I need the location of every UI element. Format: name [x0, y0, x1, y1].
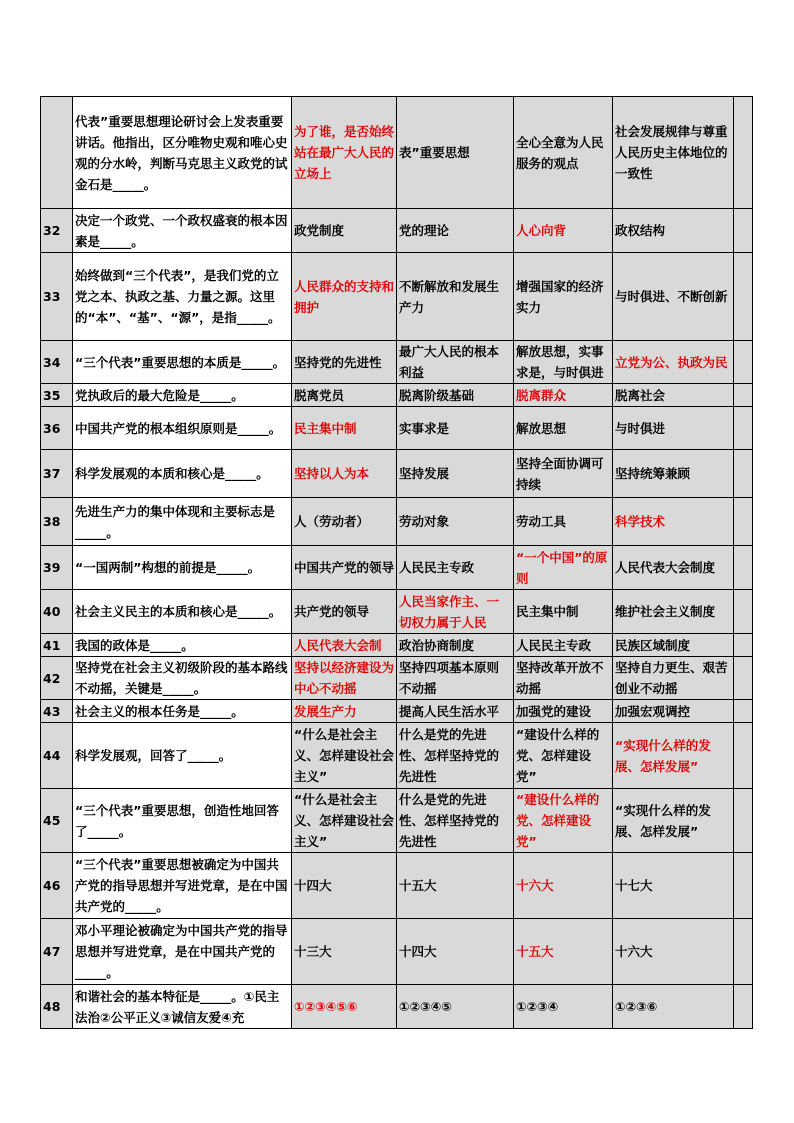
table-row: [41, 634, 753, 657]
question-number: 46: [41, 853, 73, 919]
option-c: 坚持全面协调可持续: [514, 450, 613, 498]
option-c: 解放思想，实事求是，与时俱进: [514, 341, 613, 384]
option-a: 发展生产力: [292, 700, 397, 723]
table-row: [41, 853, 753, 919]
question-text: 中国共产党的根本组织原则是_____。: [73, 407, 292, 450]
option-d: 民族区域制度: [613, 634, 734, 657]
table-row: [41, 498, 753, 546]
question-text: 坚持党在社会主义初级阶段的基本路线不动摇，关键是_____。: [73, 657, 292, 700]
question-text: 科学发展观的本质和核心是_____。: [73, 450, 292, 498]
question-text: “三个代表”重要思想被确定为中国共产党的指导思想并写进党章，是在中国共产党的_____。: [73, 853, 292, 919]
table-row: [41, 341, 753, 384]
table-row: [41, 253, 753, 341]
option-c: 增强国家的经济实力: [514, 253, 613, 341]
option-b: 表”重要思想: [397, 97, 514, 209]
table-row: [41, 657, 753, 700]
question-text: 党执政后的最大危险是_____。: [73, 384, 292, 407]
question-table: [40, 96, 753, 1029]
option-d: 立党为公、执政为民: [613, 341, 734, 384]
question-text: 邓小平理论被确定为中国共产党的指导思想并写进党章，是在中国共产党的_____。: [73, 919, 292, 985]
question-number: 34: [41, 341, 73, 384]
option-d: 维护社会主义制度: [613, 590, 734, 634]
option-c: 劳动工具: [514, 498, 613, 546]
option-c: 十六大: [514, 853, 613, 919]
option-c: ①②③④: [514, 985, 613, 1029]
option-b: 提高人民生活水平: [397, 700, 514, 723]
table-row: [41, 97, 753, 209]
option-d: “实现什么样的发展、怎样发展”: [613, 789, 734, 853]
option-d: 人民代表大会制度: [613, 546, 734, 590]
option-b: 脱离阶级基础: [397, 384, 514, 407]
question-number: 33: [41, 253, 73, 341]
option-a: 为了谁，是否始终站在最广大人民的立场上: [292, 97, 397, 209]
option-a: 共产党的领导: [292, 590, 397, 634]
option-a: 坚持以人为本: [292, 450, 397, 498]
question-number: 42: [41, 657, 73, 700]
spare-cell: [734, 919, 753, 985]
option-b: 党的理论: [397, 209, 514, 253]
question-text: “一国两制”构想的前提是_____。: [73, 546, 292, 590]
option-d: 政权结构: [613, 209, 734, 253]
question-text: 社会主义民主的本质和核心是_____。: [73, 590, 292, 634]
option-a: ①②③④⑤⑥: [292, 985, 397, 1029]
spare-cell: [734, 853, 753, 919]
option-a: 中国共产党的领导: [292, 546, 397, 590]
table-row: [41, 723, 753, 789]
spare-cell: [734, 590, 753, 634]
option-b: 劳动对象: [397, 498, 514, 546]
spare-cell: [734, 253, 753, 341]
option-d: 坚持统筹兼顾: [613, 450, 734, 498]
option-c: 人民民主专政: [514, 634, 613, 657]
question-text: 和谐社会的基本特征是_____。①民主法治②公平正义③诚信友爱④充: [73, 985, 292, 1029]
table-row: [41, 450, 753, 498]
option-a: 政党制度: [292, 209, 397, 253]
question-text: 决定一个政党、一个政权盛衰的根本因素是_____。: [73, 209, 292, 253]
option-b: 什么是党的先进性、怎样坚持党的先进性: [397, 789, 514, 853]
spare-cell: [734, 498, 753, 546]
option-a: 人（劳动者）: [292, 498, 397, 546]
question-number: 40: [41, 590, 73, 634]
option-a: 坚持党的先进性: [292, 341, 397, 384]
option-a: 人民群众的支持和拥护: [292, 253, 397, 341]
option-a: “什么是社会主义、怎样建设社会主义”: [292, 723, 397, 789]
option-d: 与时俱进、不断创新: [613, 253, 734, 341]
option-d: 加强宏观调控: [613, 700, 734, 723]
option-c: 民主集中制: [514, 590, 613, 634]
question-number: 48: [41, 985, 73, 1029]
option-b: 人民民主专政: [397, 546, 514, 590]
question-number: 37: [41, 450, 73, 498]
option-c: “建设什么样的党、怎样建设党”: [514, 723, 613, 789]
option-c: 坚持改革开放不动摇: [514, 657, 613, 700]
option-a: 人民代表大会制: [292, 634, 397, 657]
option-c: 人心向背: [514, 209, 613, 253]
table-row: [41, 700, 753, 723]
table-row: [41, 546, 753, 590]
option-d: 十七大: [613, 853, 734, 919]
option-a: 十三大: [292, 919, 397, 985]
question-text: 先进生产力的集中体现和主要标志是_____。: [73, 498, 292, 546]
option-a: “什么是社会主义、怎样建设社会主义”: [292, 789, 397, 853]
option-d: ①②③⑥: [613, 985, 734, 1029]
question-text: “三个代表”重要思想，创造性地回答了_____。: [73, 789, 292, 853]
question-number: 39: [41, 546, 73, 590]
option-a: 脱离党员: [292, 384, 397, 407]
question-number: 44: [41, 723, 73, 789]
question-number: 45: [41, 789, 73, 853]
spare-cell: [734, 407, 753, 450]
question-number: 43: [41, 700, 73, 723]
question-number: 35: [41, 384, 73, 407]
option-b: 人民当家作主、一切权力属于人民: [397, 590, 514, 634]
spare-cell: [734, 546, 753, 590]
option-c: 加强党的建设: [514, 700, 613, 723]
table-row: [41, 209, 753, 253]
option-a: 坚持以经济建设为中心不动摇: [292, 657, 397, 700]
spare-cell: [734, 384, 753, 407]
option-c: 十五大: [514, 919, 613, 985]
question-text: 我国的政体是_____。: [73, 634, 292, 657]
option-d: 科学技术: [613, 498, 734, 546]
question-text: “三个代表”重要思想的本质是_____。: [73, 341, 292, 384]
option-a: 民主集中制: [292, 407, 397, 450]
option-d: 十六大: [613, 919, 734, 985]
question-text: 社会主义的根本任务是_____。: [73, 700, 292, 723]
spare-cell: [734, 450, 753, 498]
question-number: 38: [41, 498, 73, 546]
option-b: 实事求是: [397, 407, 514, 450]
table-row: [41, 590, 753, 634]
option-d: 脱离社会: [613, 384, 734, 407]
question-text: 代表”重要思想理论研讨会上发表重要讲话。他指出，区分唯物史观和唯心史观的分水岭，判断马克思主义政党的试金石是_____。: [73, 97, 292, 209]
option-c: “一个中国”的原则: [514, 546, 613, 590]
spare-cell: [734, 341, 753, 384]
option-b: 坚持四项基本原则不动摇: [397, 657, 514, 700]
spare-cell: [734, 209, 753, 253]
spare-cell: [734, 789, 753, 853]
option-c: “建设什么样的党、怎样建设党”: [514, 789, 613, 853]
option-c: 全心全意为人民服务的观点: [514, 97, 613, 209]
option-d: 社会发展规律与尊重人民历史主体地位的一致性: [613, 97, 734, 209]
question-number: 36: [41, 407, 73, 450]
spare-cell: [734, 723, 753, 789]
question-text: 始终做到“三个代表”，是我们党的立党之本、执政之基、力量之源。这里的“本”、“基”、“源”，是指_____。: [73, 253, 292, 341]
spare-cell: [734, 634, 753, 657]
spare-cell: [734, 97, 753, 209]
table-row: [41, 384, 753, 407]
option-b: 坚持发展: [397, 450, 514, 498]
table-row: [41, 919, 753, 985]
question-number: 32: [41, 209, 73, 253]
option-b: ①②③④⑤: [397, 985, 514, 1029]
spare-cell: [734, 657, 753, 700]
option-d: 坚持自力更生、艰苦创业不动摇: [613, 657, 734, 700]
option-b: 不断解放和发展生产力: [397, 253, 514, 341]
option-b: 什么是党的先进性、怎样坚持党的先进性: [397, 723, 514, 789]
spare-cell: [734, 700, 753, 723]
question-number: [41, 97, 73, 209]
option-c: 解放思想: [514, 407, 613, 450]
table-row: [41, 985, 753, 1029]
table-row: [41, 789, 753, 853]
question-number: 47: [41, 919, 73, 985]
question-text: 科学发展观，回答了_____。: [73, 723, 292, 789]
option-b: 最广大人民的根本利益: [397, 341, 514, 384]
option-c: 脱离群众: [514, 384, 613, 407]
option-b: 十五大: [397, 853, 514, 919]
spare-cell: [734, 985, 753, 1029]
option-a: 十四大: [292, 853, 397, 919]
option-d: 与时俱进: [613, 407, 734, 450]
question-number: 41: [41, 634, 73, 657]
option-b: 政治协商制度: [397, 634, 514, 657]
option-b: 十四大: [397, 919, 514, 985]
option-d: “实现什么样的发展、怎样发展”: [613, 723, 734, 789]
table-row: [41, 407, 753, 450]
